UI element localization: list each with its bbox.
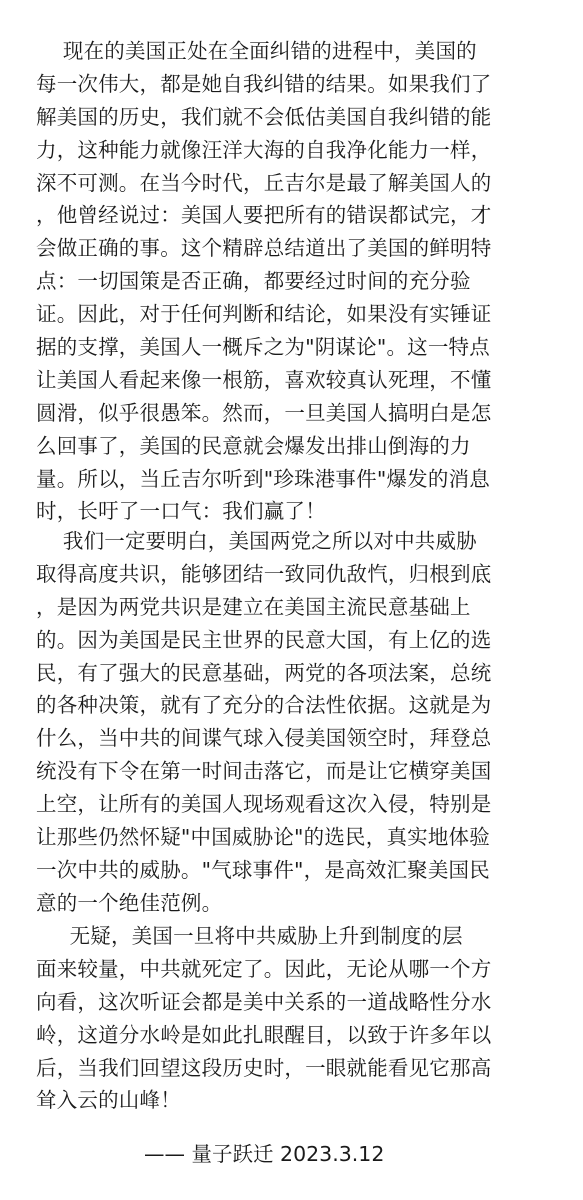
text-line: 耸入云的山峰！ xyxy=(36,1088,181,1113)
text-line: 的。因为美国是民主世界的民意大国，有上亿的选 xyxy=(36,627,492,652)
text-line: 解美国的历史，我们就不会低估美国自我纠错的能 xyxy=(36,104,492,129)
text-line: 我们一定要明白，美国两党之所以对中共威胁 xyxy=(36,529,477,553)
text-line: ，是因为两党共识是建立在美国主流民意基础上 xyxy=(36,594,471,619)
paragraph-1 xyxy=(36,35,491,528)
text-line: 让那些仍然怀疑"中国威胁论"的选民，真实地体验 xyxy=(36,825,490,850)
paragraph-2 xyxy=(36,525,491,920)
text-line: 点：一切国策是否正确，都要经过时间的充分验 xyxy=(36,269,471,294)
signature-line: —— 量子跃迁 2023.3.12 xyxy=(144,1142,385,1166)
text-line: 民，有了强大的民意基础，两党的各项法案，总统 xyxy=(36,660,492,685)
text-line: 岭，这道分水岭是如此扎眼醒目，以致于许多年以 xyxy=(36,1022,492,1047)
text-line: 时，长吁了一口气：我们赢了！ xyxy=(36,499,326,524)
text-line: ，他曾经说过：美国人要把所有的错误都试完，才 xyxy=(36,203,492,228)
text-line: 意的一个绝佳范例。 xyxy=(36,890,223,915)
text-line: 深不可测。在当今时代，丘吉尔是最了解美国人的 xyxy=(36,170,492,195)
text-line: 后，当我们回望这段历史时，一眼就能看见它那高 xyxy=(36,1055,492,1080)
text-line: 量。所以，当丘吉尔听到"珍珠港事件"爆发的消息 xyxy=(36,466,490,491)
text-line: 让美国人看起来像一根筋，喜欢较真认死理，不懂 xyxy=(36,367,492,392)
text-line: 圆滑，似乎很愚笨。然而，一旦美国人搞明白是怎 xyxy=(36,400,492,425)
text-line: 什么，当中共的间谍气球入侵美国领空时，拜登总 xyxy=(36,726,492,751)
text-line: 上空，让所有的美国人现场观看这次入侵，特别是 xyxy=(36,792,492,817)
text-line: 据的支撑，美国人一概斥之为"阴谋论"。这一特点 xyxy=(36,335,490,360)
text-line: 面来较量，中共就死定了。因此，无论从哪一个方 xyxy=(36,956,492,981)
text-line: 每一次伟大，都是她自我纠错的结果。如果我们了 xyxy=(36,71,492,96)
text-line: 一次中共的威胁。"气球事件"，是高效汇聚美国民 xyxy=(36,857,490,882)
text-line: 力，这种能力就像汪洋大海的自我净化能力一样， xyxy=(36,137,492,162)
text-line: 现在的美国正处在全面纠错的进程中，美国的 xyxy=(36,39,477,63)
text-line: 取得高度共识，能够团结一致同仇敌忾，归根到底 xyxy=(36,561,492,586)
text-line: 么回事了，美国的民意就会爆发出排山倒海的力 xyxy=(36,433,471,458)
text-line: 统没有下令在第一时间击落它，而是让它横穿美国 xyxy=(36,759,492,784)
text-line: 会做正确的事。这个精辟总结道出了美国的鲜明特 xyxy=(36,236,492,261)
text-line: 的各种决策，就有了充分的合法性依据。这就是为 xyxy=(36,693,492,718)
paragraph-3 xyxy=(36,920,491,1117)
text-line: 无疑，美国一旦将中共威胁上升到制度的层 xyxy=(36,924,463,948)
text-line: 证。因此，对于任何判断和结论，如果没有实锤证 xyxy=(36,302,492,327)
text-line: 向看，这次听证会都是美中关系的一道战略性分水 xyxy=(36,989,492,1014)
